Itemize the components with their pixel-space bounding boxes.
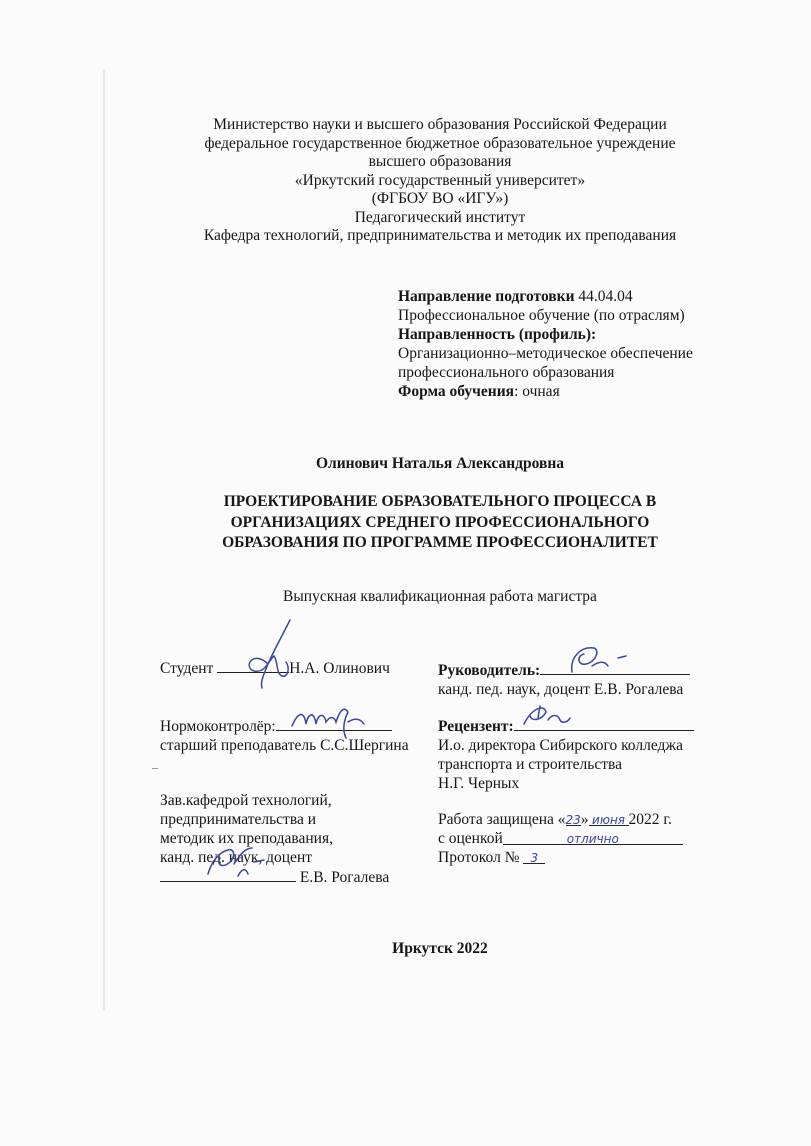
protocol-label: Протокол № [438,849,520,866]
defense-mid: » [580,811,589,828]
direction-program: Профессиональное обучение (по отраслям) [398,307,685,324]
grade-label: с оценкой [438,830,503,847]
header-line: «Иркутский государственный университет» [294,171,586,189]
supervisor-signature-image [562,640,634,682]
reviewer-line: Н.Г. Черных [438,775,520,792]
normcontrol-details: старший преподаватель С.С.Шергина [160,737,409,754]
direction-code: 44.04.04 [574,288,633,305]
normcontrol-signature-image [288,696,372,744]
grade-value: отлично [503,830,683,845]
normcontrol-label: Нормоконтролёр: [160,718,276,735]
protocol-number: 3 [523,849,545,864]
author-name: Олинович Наталья Александровна [315,455,565,472]
student-signature-image [238,616,308,694]
direction-label: Направление подготовки [398,288,575,305]
form-label: Форма обучения [398,383,515,400]
supervisor-label: Руководитель: [438,662,541,679]
defense-day: 23 [565,813,581,827]
title-line: ПРОЕКТИРОВАНИЕ ОБРАЗОВАТЕЛЬНОГО ПРОЦЕССА В [223,493,657,510]
institution-header [150,116,730,246]
title-line: ОБРАЗОВАНИЯ ПО ПРОГРАММЕ ПРОФЕССИОНАЛИТЕТ [222,534,658,551]
scan-speck [152,768,158,769]
title-line: ОРГАНИЗАЦИЯХ СРЕДНЕГО ПРОФЕССИОНАЛЬНОГО [230,513,650,531]
reviewer-line: И.о. директора Сибирского колледжа [438,737,683,754]
defense-prefix: Работа защищена « [438,811,566,828]
header-line: высшего образования [368,153,512,170]
reviewer-line: транспорта и строительства [438,756,622,773]
header-line: (ФГБОУ ВО «ИГУ») [371,190,509,207]
reviewer-label: Рецензент: [438,718,514,735]
profile-line: Организационно–методическое обеспечение [398,345,693,362]
defense-month: июня [589,811,629,826]
student-name: Н.А. Олинович [289,660,390,677]
head-name: Е.В. Рогалева [299,869,390,886]
city-year: Иркутск 2022 [392,940,488,957]
head-signature-image [198,834,278,886]
head-line: методик их преподавания, [160,830,333,847]
study-direction-block [398,287,728,401]
head-line: предпринимательства и [160,811,316,828]
defense-year: 2022 г. [628,811,672,828]
scan-edge-line [103,70,105,1010]
student-label: Студент [160,660,214,677]
header-line: Кафедра технологий, предпринимательства и методик их преподавания [203,227,677,244]
header-line: Министерство науки и высшего образования Российской Федерации [213,116,667,133]
header-line: Педагогический институт [354,208,526,226]
head-line: канд. пед. наук, доцент [160,849,313,866]
work-type: Выпускная квалификационная работа магистра [283,588,597,605]
form-value: : очная [514,383,560,400]
header-line: федеральное государственное бюджетное образовательное учреждение [204,134,676,152]
profile-line: профессионального образования [398,364,615,381]
defense-block [438,810,683,867]
head-line: Зав.кафедрой технологий, [160,792,332,809]
reviewer-signature-image [518,698,574,734]
supervisor-details: канд. пед. наук, доцент Е.В. Рогалева [438,681,684,698]
profile-label: Направленность (профиль): [398,326,597,343]
thesis-title [140,492,740,554]
